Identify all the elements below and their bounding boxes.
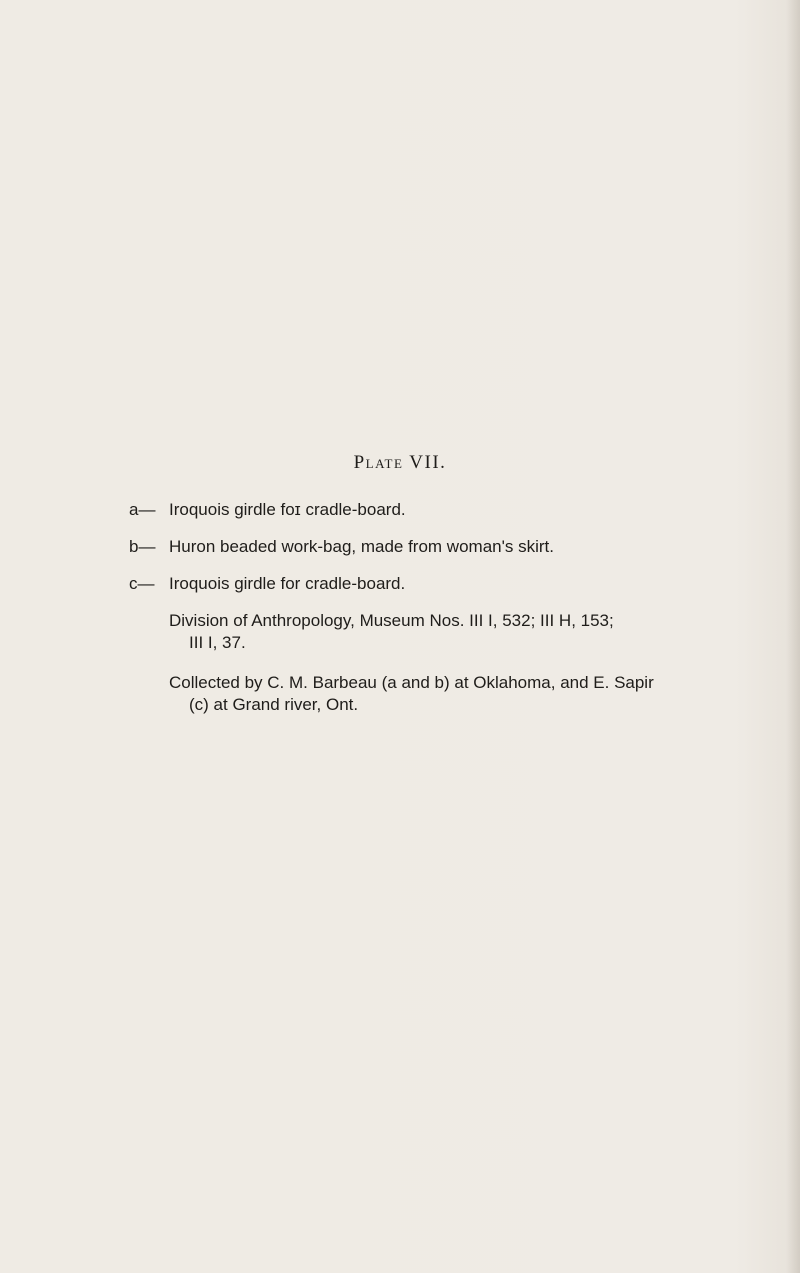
collected-line-1: Collected by C. M. Barbeau (a and b) at Oklahoma, and E. Sapir bbox=[169, 673, 654, 692]
plate-title: Plate VII. bbox=[353, 452, 447, 473]
page-edge-shadow bbox=[786, 0, 800, 1273]
caption-label: b— bbox=[129, 537, 156, 556]
caption-text: Huron beaded work-bag, made from woman's skirt. bbox=[169, 537, 554, 556]
caption-item-a bbox=[129, 498, 406, 522]
caption-label: c— bbox=[129, 574, 155, 593]
division-line-2: III I, 37. bbox=[189, 633, 246, 652]
caption-label: a— bbox=[129, 500, 156, 519]
collected-paragraph bbox=[169, 672, 689, 716]
caption-text: Iroquois girdle foɪ cradle-board. bbox=[169, 500, 406, 519]
division-paragraph bbox=[169, 610, 689, 654]
division-line-1: Division of Anthropology, Museum Nos. III I, 532; III H, 153; bbox=[169, 611, 614, 630]
collected-line-2: (c) at Grand river, Ont. bbox=[189, 695, 359, 714]
caption-item-b bbox=[129, 535, 554, 559]
caption-text: Iroquois girdle for cradle-board. bbox=[169, 574, 406, 593]
caption-item-c bbox=[129, 572, 405, 596]
